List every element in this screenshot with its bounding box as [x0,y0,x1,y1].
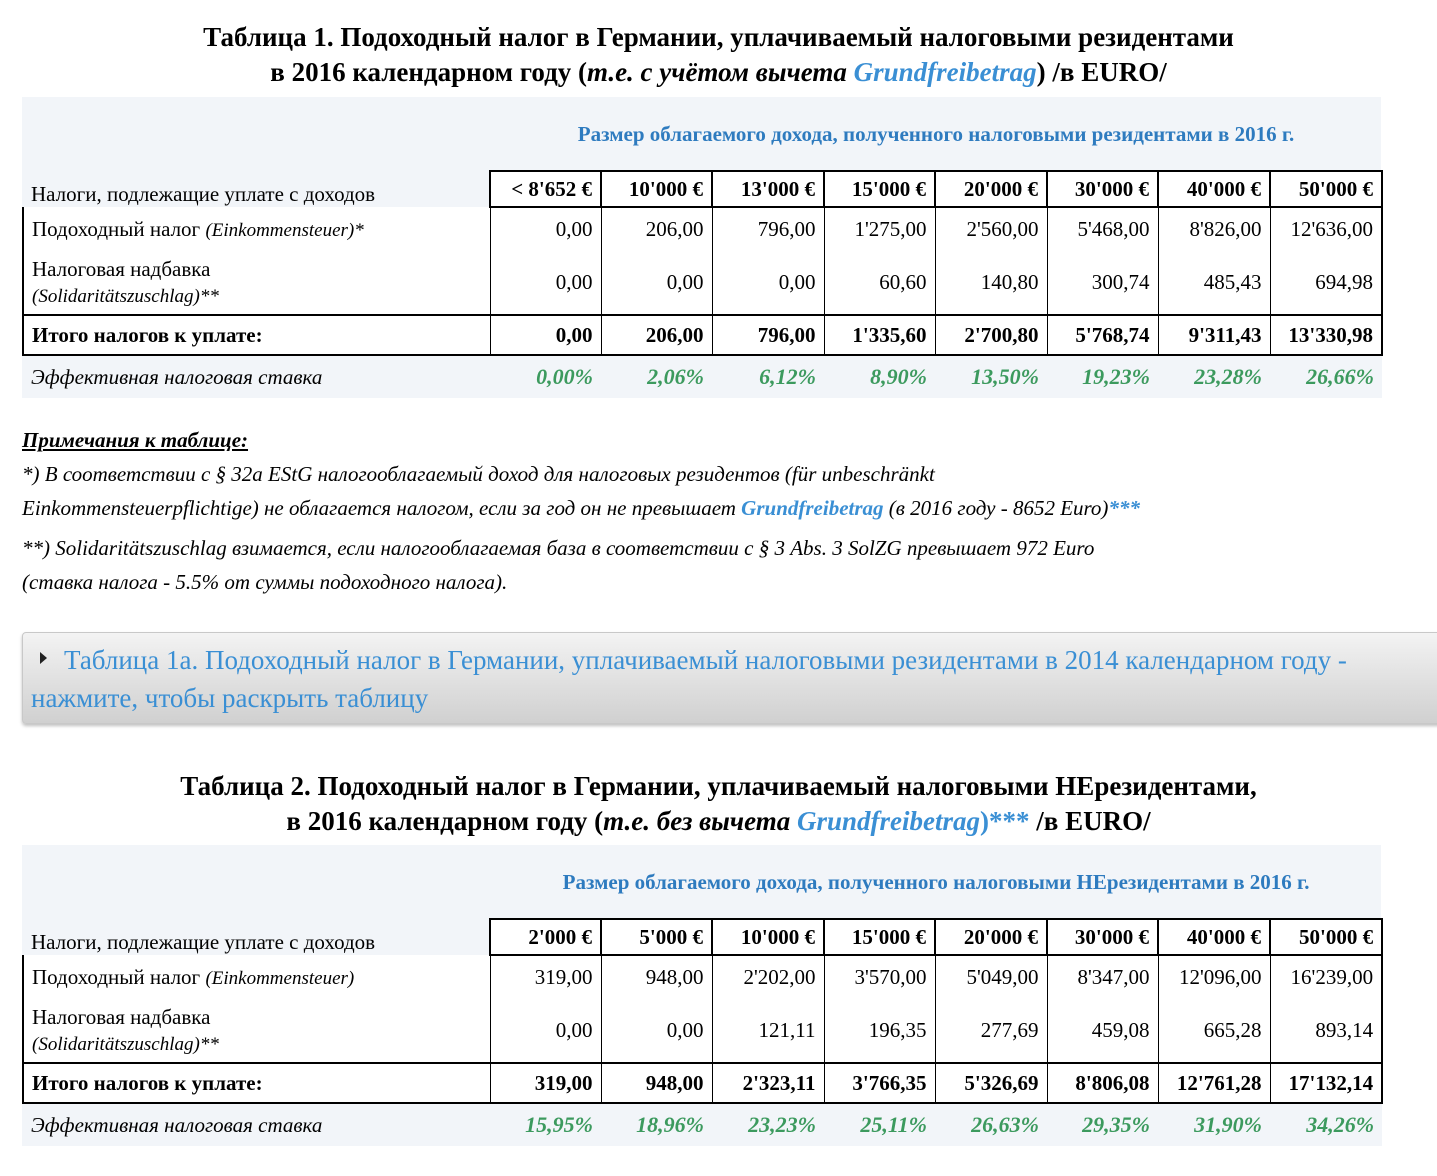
table-cell: 948,00 [601,1063,712,1103]
effective-rate-value: 25,11% [824,1103,935,1146]
table2-title [0,769,1437,839]
table-cell: 8'347,00 [1047,955,1158,999]
table1-col-header: < 8'652 € [490,171,601,207]
table-cell: 5'049,00 [935,955,1047,999]
footnote-stars: *** [1108,496,1140,520]
table-cell: 665,28 [1158,999,1270,1063]
table1-title-line1: Таблица 1. Подоходный налог в Германии, уплачиваемый налоговыми резидентами [203,22,1234,52]
effective-rate-value: 34,26% [1270,1103,1382,1146]
notes-heading: Примечания к таблице: [22,428,249,452]
table2-header-label: Налоги, подлежащие уплате с доходов [31,930,376,954]
effective-rate-value: 26,63% [935,1103,1047,1146]
table2-col-header: 15'000 € [824,919,935,955]
table-cell: 300,74 [1047,251,1158,315]
table-cell: 796,00 [712,207,824,251]
table-cell: 206,00 [601,207,712,251]
effective-rate-value: 23,28% [1158,355,1270,398]
row-label: Подоходный налог (Einkommensteuer)* [23,207,490,251]
effective-rate-label: Эффективная налоговая ставка [23,355,490,398]
table-cell: 140,80 [935,251,1047,315]
table2-col-header: 50'000 € [1270,919,1382,955]
table-cell: 277,69 [935,999,1047,1063]
table-row [23,207,1382,251]
table2-col-header: 40'000 € [1158,919,1270,955]
effective-rate-value: 13,50% [935,355,1047,398]
table-cell: 3'766,35 [824,1063,935,1103]
table2-caption: Размер облагаемого дохода, полученного налоговыми НЕрезидентами в 2016 г. [562,869,1310,894]
table-cell: 5'326,69 [935,1063,1047,1103]
total-label: Итого налогов к уплате: [23,1063,490,1103]
table-cell: 1'335,60 [824,315,935,355]
table-cell: 9'311,43 [1158,315,1270,355]
table-cell: 459,08 [1047,999,1158,1063]
effective-rate-value: 8,90% [824,355,935,398]
table-cell: 3'570,00 [824,955,935,999]
table2-col-header: 30'000 € [1047,919,1158,955]
table2-title-line1: Таблица 2. Подоходный налог в Германии, уплачиваемый налоговыми НЕрезидентами, [180,771,1257,801]
effective-rate-value: 26,66% [1270,355,1382,398]
table-cell: 0,00 [490,315,601,355]
table-cell: 8'826,00 [1158,207,1270,251]
table-cell: 16'239,00 [1270,955,1382,999]
table-row [23,999,1382,1063]
grundfreibetrag-link[interactable]: Grundfreibetrag [796,806,980,836]
effective-rate-value: 19,23% [1047,355,1158,398]
table-row [23,955,1382,999]
table1-col-header: 15'000 € [824,171,935,207]
grundfreibetrag-link[interactable]: Grundfreibetrag [741,496,884,520]
table-cell: 948,00 [601,955,712,999]
table-cell: 206,00 [601,315,712,355]
effective-rate-value: 29,35% [1047,1103,1158,1146]
table-cell: 319,00 [490,1063,601,1103]
table-cell: 12'761,28 [1158,1063,1270,1103]
table2-col-header: 10'000 € [712,919,824,955]
table-cell: 0,00 [490,207,601,251]
table-cell: 121,11 [712,999,824,1063]
effective-rate-value: 0,00% [490,355,601,398]
table-cell: 796,00 [712,315,824,355]
table-row [23,251,1382,315]
table-cell: 893,14 [1270,999,1382,1063]
effective-rate-row [23,355,1382,398]
table1a-expander[interactable] [22,632,1437,724]
table-cell: 319,00 [490,955,601,999]
total-row [23,1063,1382,1103]
total-row [23,315,1382,355]
table-cell: 0,00 [601,251,712,315]
table1-col-header: 40'000 € [1158,171,1270,207]
table-cell: 2'202,00 [712,955,824,999]
table1 [22,97,1381,398]
table-cell: 12'636,00 [1270,207,1382,251]
table1-col-header: 30'000 € [1047,171,1158,207]
table1-col-header: 10'000 € [601,171,712,207]
total-label: Итого налогов к уплате: [23,315,490,355]
row-label: Налоговая надбавка (Solidaritätszuschlag)** [23,251,490,315]
table-cell: 8'806,08 [1047,1063,1158,1103]
table-notes [22,423,1437,599]
table-cell: 196,35 [824,999,935,1063]
table2-col-header: 5'000 € [601,919,712,955]
table-cell: 13'330,98 [1270,315,1382,355]
table-cell: 2'323,11 [712,1063,824,1103]
table1-header-label: Налоги, подлежащие уплате с доходов [31,182,376,206]
table1-col-header: 13'000 € [712,171,824,207]
row-label: Подоходный налог (Einkommensteuer) [23,955,490,999]
note-2: **) Solidaritätszuschlag взимается, если налогооблагаемая база в соответствии с § 3 Abs. 3 SolZG превышает 972 Euro (ставка налога - 5.5% от суммы подоходного налога). [22,536,1095,594]
table-cell: 0,00 [490,999,601,1063]
table1-caption: Размер облагаемого дохода, полученного налоговыми резидентами в 2016 г. [577,121,1295,146]
table-cell: 0,00 [490,251,601,315]
table1-title [0,20,1437,90]
table1-col-header: 50'000 € [1270,171,1382,207]
effective-rate-row [23,1103,1382,1146]
footnote-stars: )*** [979,806,1030,836]
table1-grid [22,97,1383,398]
table-cell: 0,00 [712,251,824,315]
table-cell: 0,00 [601,999,712,1063]
note-1: *) В соответствии с § 32a EStG налогооблагаемый доход для налоговых резидентов (für unbeschränkt Einkommensteuerpflichtige) не облагается налогом, если за год он не превышает Grundfreibetrag (в 2016 году - 8652 Euro)*** [22,462,1140,520]
table-cell: 12'096,00 [1158,955,1270,999]
table-cell: 17'132,14 [1270,1063,1382,1103]
table-cell: 1'275,00 [824,207,935,251]
grundfreibetrag-link[interactable]: Grundfreibetrag [853,57,1037,87]
effective-rate-value: 31,90% [1158,1103,1270,1146]
table2-col-header: 20'000 € [935,919,1047,955]
table-cell: 2'700,80 [935,315,1047,355]
effective-rate-label: Эффективная налоговая ставка [23,1103,490,1146]
table1-col-header: 20'000 € [935,171,1047,207]
effective-rate-value: 2,06% [601,355,712,398]
effective-rate-value: 6,12% [712,355,824,398]
table2-grid [22,845,1383,1146]
effective-rate-value: 18,96% [601,1103,712,1146]
table1a-expander-label[interactable]: Таблица 1а. Подоходный налог в Германии, уплачиваемый налоговыми резидентами в 2014 календарном году - нажмите, чтобы раскрыть таблицу [31,645,1347,713]
table2-title-line2: в 2016 календарном году (т.е. без вычета Grundfreibetrag)*** /в EURO/ [286,806,1151,836]
table-cell: 5'768,74 [1047,315,1158,355]
table-cell: 485,43 [1158,251,1270,315]
effective-rate-value: 15,95% [490,1103,601,1146]
table-cell: 2'560,00 [935,207,1047,251]
table2 [22,845,1381,1146]
table2-col-header: 2'000 € [490,919,601,955]
row-label: Налоговая надбавка (Solidaritätszuschlag)** [23,999,490,1063]
table1-title-line2: в 2016 календарном году (т.е. с учётом вычета Grundfreibetrag) /в EURO/ [270,57,1167,87]
table-cell: 694,98 [1270,251,1382,315]
table-cell: 5'468,00 [1047,207,1158,251]
table-cell: 60,60 [824,251,935,315]
effective-rate-value: 23,23% [712,1103,824,1146]
